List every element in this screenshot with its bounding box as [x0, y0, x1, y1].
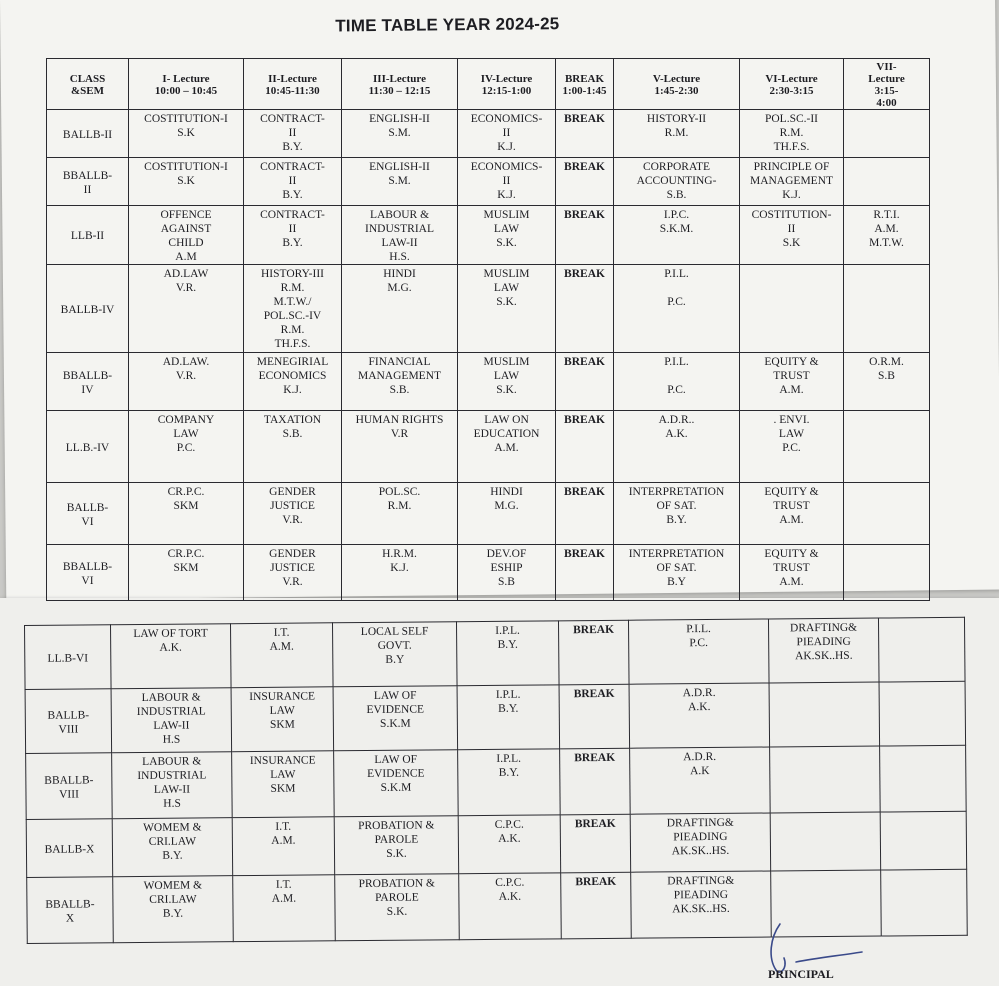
lecture-cell [844, 110, 930, 158]
lecture-cell: LAW OF TORT A.K. [111, 624, 232, 689]
timetable-row [25, 617, 966, 689]
class-cell: BBALLB- VI [47, 545, 129, 601]
timetable-row [47, 110, 930, 158]
lecture-cell: CONTRACT- II B.Y. [244, 158, 342, 206]
lecture-cell: A.D.R.. A.K. [614, 411, 740, 483]
lecture-cell: COMPANY LAW P.C. [129, 411, 244, 483]
lecture-cell: LAW OF EVIDENCE S.K.M [333, 686, 458, 751]
header-cell: CLASS &SEM [47, 59, 129, 110]
class-cell: LL.B-VI [25, 625, 112, 690]
break-cell: BREAK [556, 110, 614, 158]
timetable-bottom [24, 617, 968, 944]
break-cell: BREAK [556, 158, 614, 206]
lecture-cell [879, 681, 966, 746]
lecture-cell: H.R.M. K.J. [342, 545, 458, 601]
lecture-cell: ENGLISH-II S.M. [342, 158, 458, 206]
header-cell: II-Lecture 10:45-11:30 [244, 59, 342, 110]
lecture-cell: WOMEM & CRI.LAW B.Y. [113, 876, 234, 943]
lecture-cell [881, 869, 968, 936]
lecture-cell: ECONOMICS- II K.J. [458, 110, 556, 158]
break-cell: BREAK [558, 620, 629, 685]
lecture-cell: INSURANCE LAW SKM [232, 751, 335, 818]
lecture-cell: DEV.OF ESHIP S.B [458, 545, 556, 601]
break-cell: BREAK [556, 265, 614, 353]
lecture-cell: POL.SC.-II R.M. TH.F.S. [740, 110, 844, 158]
lecture-cell [844, 545, 930, 601]
timetable-row [47, 206, 930, 265]
lecture-cell: LABOUR & INDUSTRIAL LAW-II H.S. [342, 206, 458, 265]
lecture-cell: P.I.L. P.C. [614, 265, 740, 353]
lecture-cell: CONTRACT- II B.Y. [244, 110, 342, 158]
class-cell: BALLB-X [26, 819, 113, 878]
timetable-row [47, 265, 930, 353]
lecture-cell: CONTRACT- II B.Y. [244, 206, 342, 265]
class-cell: LLB-II [47, 206, 129, 265]
header-cell: BREAK 1:00-1:45 [556, 59, 614, 110]
class-cell: BBALLB- VIII [26, 753, 113, 820]
lecture-cell [844, 483, 930, 545]
break-cell: BREAK [560, 814, 631, 873]
lecture-cell: INSURANCE LAW SKM [231, 687, 334, 752]
header-cell: VI-Lecture 2:30-3:15 [740, 59, 844, 110]
class-cell: BALLB- VI [47, 483, 129, 545]
lecture-cell: C.P.C. A.K. [458, 815, 561, 874]
lecture-cell [880, 811, 967, 870]
lecture-cell [844, 411, 930, 483]
class-cell: BBALLB- X [27, 877, 114, 944]
lecture-cell: CR.P.C. SKM [129, 545, 244, 601]
lecture-cell: . ENVI. LAW P.C. [740, 411, 844, 483]
timetable-row [47, 353, 930, 411]
break-cell: BREAK [556, 411, 614, 483]
lecture-cell: I.T. A.M. [232, 817, 335, 876]
break-cell: BREAK [556, 545, 614, 601]
lecture-cell: P.I.L. P.C. [614, 353, 740, 411]
lecture-cell: LAW ON EDUCATION A.M. [458, 411, 556, 483]
class-cell: BALLB-II [47, 110, 129, 158]
lecture-cell: HUMAN RIGHTS V.R [342, 411, 458, 483]
lecture-cell: HINDI M.G. [342, 265, 458, 353]
lecture-cell: LABOUR & INDUSTRIAL LAW-II H.S [111, 688, 232, 753]
lecture-cell: LAW OF EVIDENCE S.K.M [334, 750, 459, 817]
lecture-cell: INTERPRETATION OF SAT. B.Y. [614, 483, 740, 545]
lecture-cell: LABOUR & INDUSTRIAL LAW-II H.S [112, 752, 233, 819]
lecture-cell: COSTITUTION-I S.K [129, 110, 244, 158]
lecture-cell: WOMEM & CRI.LAW B.Y. [112, 818, 233, 877]
header-cell: III-Lecture 11:30 – 12:15 [342, 59, 458, 110]
lecture-cell: CR.P.C. SKM [129, 483, 244, 545]
lecture-cell: PROBATION & PAROLE S.K. [335, 874, 460, 941]
lecture-cell: I.T. A.M. [230, 623, 333, 688]
lecture-cell: I.P.L. B.Y. [457, 685, 560, 750]
lecture-cell: EQUITY & TRUST A.M. [740, 483, 844, 545]
lecture-cell: AD.LAW V.R. [129, 265, 244, 353]
lecture-cell: TAXATION S.B. [244, 411, 342, 483]
lecture-cell: PROBATION & PAROLE S.K. [334, 816, 459, 875]
break-cell: BREAK [560, 748, 631, 815]
break-cell: BREAK [561, 872, 632, 939]
class-cell: BALLB-IV [47, 265, 129, 353]
lecture-cell: LOCAL SELF GOVT. B.Y [332, 622, 457, 687]
lecture-cell: OFFENCE AGAINST CHILD A.M [129, 206, 244, 265]
lecture-cell: MENEGIRIAL ECONOMICS K.J. [244, 353, 342, 411]
lecture-cell [844, 158, 930, 206]
lecture-cell: EQUITY & TRUST A.M. [740, 353, 844, 411]
lecture-cell: COSTITUTION-I S.K [129, 158, 244, 206]
break-cell: BREAK [556, 206, 614, 265]
class-cell: BBALLB- II [47, 158, 129, 206]
break-cell: BREAK [556, 353, 614, 411]
timetable-row [47, 483, 930, 545]
lecture-cell: HINDI M.G. [458, 483, 556, 545]
lecture-cell: HISTORY-III R.M. M.T.W./ POL.SC.-IV R.M. TH.F.S. [244, 265, 342, 353]
class-cell: BBALLB- IV [47, 353, 129, 411]
lecture-cell: MUSLIM LAW S.K. [458, 265, 556, 353]
lecture-cell [878, 617, 965, 682]
header-cell: VII- Lecture 3:15- 4:00 [844, 59, 930, 110]
page-title: TIME TABLE YEAR 2024-25 [335, 14, 560, 36]
lecture-cell: DRAFTING& PIEADING AK.SK..HS. [631, 871, 772, 938]
lecture-cell: DRAFTING& PIEADING AK.SK..HS. [630, 813, 771, 872]
header-row [47, 59, 930, 110]
header-cell: IV-Lecture 12:15-1:00 [458, 59, 556, 110]
lecture-cell: A.D.R. A.K. [629, 683, 770, 748]
lecture-cell: A.D.R. A.K [630, 747, 771, 814]
lecture-cell: MUSLIM LAW S.K. [458, 206, 556, 265]
timetable-row [47, 411, 930, 483]
timetable-row [47, 158, 930, 206]
lecture-cell [769, 682, 880, 747]
lecture-cell: ECONOMICS- II K.J. [458, 158, 556, 206]
lecture-cell: I.P.L. B.Y. [458, 749, 561, 816]
lecture-cell: I.T. A.M. [233, 875, 336, 942]
lecture-cell [844, 265, 930, 353]
lecture-cell: GENDER JUSTICE V.R. [244, 483, 342, 545]
timetable-row [26, 811, 966, 877]
timetable-row [26, 745, 967, 819]
lecture-cell: R.T.I. A.M. M.T.W. [844, 206, 930, 265]
lecture-cell [740, 265, 844, 353]
lecture-cell: AD.LAW. V.R. [129, 353, 244, 411]
lecture-cell [880, 745, 967, 812]
lecture-cell: C.P.C. A.K. [459, 873, 562, 940]
timetable-top [46, 58, 930, 601]
lecture-cell: CORPORATE ACCOUNTING- S.B. [614, 158, 740, 206]
lecture-cell: HISTORY-II R.M. [614, 110, 740, 158]
lecture-cell: PRINCIPLE OF MANAGEMENT K.J. [740, 158, 844, 206]
lecture-cell: GENDER JUSTICE V.R. [244, 545, 342, 601]
header-cell: V-Lecture 1:45-2:30 [614, 59, 740, 110]
lecture-cell: ENGLISH-II S.M. [342, 110, 458, 158]
timetable-row [25, 681, 966, 753]
class-cell: BALLB- VIII [25, 689, 112, 754]
lecture-cell: INTERPRETATION OF SAT. B.Y [614, 545, 740, 601]
lecture-cell: DRAFTING& PIEADING AK.SK..HS. [768, 618, 879, 683]
lecture-cell: EQUITY & TRUST A.M. [740, 545, 844, 601]
lecture-cell: O.R.M. S.B [844, 353, 930, 411]
break-cell: BREAK [556, 483, 614, 545]
lecture-cell: COSTITUTION- II S.K [740, 206, 844, 265]
lecture-cell [770, 746, 881, 813]
lecture-cell: I.P.C. S.K.M. [614, 206, 740, 265]
lecture-cell: MUSLIM LAW S.K. [458, 353, 556, 411]
header-cell: I- Lecture 10:00 – 10:45 [129, 59, 244, 110]
lecture-cell: POL.SC. R.M. [342, 483, 458, 545]
timetable-row [47, 545, 930, 601]
lecture-cell: FINANCIAL MANAGEMENT S.B. [342, 353, 458, 411]
lecture-cell: P.I.L. P.C. [628, 619, 769, 684]
principal-label: PRINCIPAL [768, 967, 834, 981]
class-cell: LL.B.-IV [47, 411, 129, 483]
lecture-cell: I.P.L. B.Y. [456, 621, 559, 686]
lecture-cell [770, 812, 881, 871]
break-cell: BREAK [559, 684, 630, 749]
